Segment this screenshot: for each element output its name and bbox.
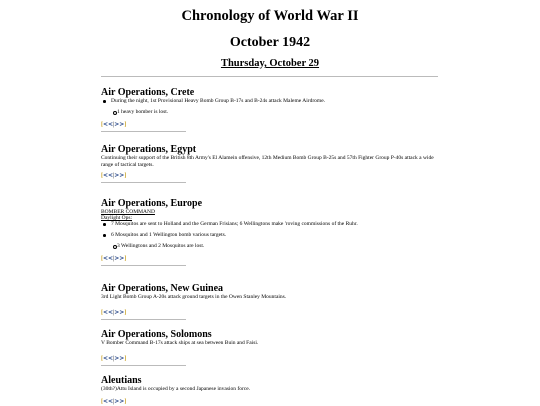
next-link-icon[interactable]: >> <box>114 355 125 362</box>
nav-bracket: [ <box>101 256 103 262</box>
nav-bracket: ] <box>124 256 127 262</box>
prev-link-icon[interactable]: << <box>103 398 114 405</box>
top-divider <box>101 76 438 77</box>
bullet-dot-icon <box>103 100 106 103</box>
list-item <box>101 243 441 250</box>
section-title: Air Operations, Solomons <box>101 329 212 340</box>
prev-link-icon[interactable]: << <box>103 355 114 362</box>
next-link-icon[interactable]: >> <box>114 172 125 179</box>
list-item <box>101 109 441 116</box>
nav-links <box>101 255 441 263</box>
prev-link-icon[interactable]: << <box>103 172 114 179</box>
section-text: 3rd Light Bomb Group A-20s attack ground targets in the Owen Stanley Mountains. <box>101 294 287 300</box>
section-egypt <box>101 144 441 183</box>
section-text: (30th?)Attu Island is occupied by a second Japanese invasion force. <box>101 386 251 392</box>
month-title: October 1942 <box>229 35 311 50</box>
nav-bracket: [ <box>101 173 103 179</box>
section-new-guinea <box>101 283 441 320</box>
bullet-dot-icon <box>103 234 106 237</box>
nav-bracket: ] <box>124 399 127 405</box>
nav-separator: | <box>113 122 115 128</box>
section-divider <box>101 131 186 132</box>
nav-links <box>101 355 441 363</box>
list-item-text: 7 Mosquitos are sent to Holland and the German Frisians; 6 Wellingtons make 'roving commissions of the Ruhr. <box>111 221 358 227</box>
prev-link-icon[interactable]: << <box>103 309 114 316</box>
bullet-dot-icon <box>103 223 106 226</box>
section-divider <box>101 319 186 320</box>
next-link-icon[interactable]: >> <box>114 255 125 262</box>
bullet-circle-icon <box>113 245 117 249</box>
nav-separator: | <box>113 356 115 362</box>
next-link-icon[interactable]: >> <box>114 309 125 316</box>
nav-links <box>101 172 441 180</box>
subheading-daylight-ops: Daylight Ops: <box>101 215 133 221</box>
section-divider <box>101 265 186 266</box>
prev-link-icon[interactable]: << <box>103 255 114 262</box>
list-item-text: 3 Wellingtons and 2 Mosquitos are lost. <box>117 243 205 249</box>
subheading-bomber-command: BOMBER COMMAND <box>101 209 155 215</box>
page-title: Chronology of World War II <box>181 8 359 24</box>
section-divider <box>101 365 186 366</box>
section-europe <box>101 198 441 266</box>
nav-separator: | <box>113 173 115 179</box>
section-crete <box>101 87 441 132</box>
section-title: Air Operations, Europe <box>101 198 203 209</box>
list-item-text: During the night, 1st Provisional Heavy Bomb Group B-17s and B-24s attack Maleme Airdrome. <box>111 98 326 104</box>
list-item <box>101 98 441 105</box>
section-divider <box>101 182 186 183</box>
list-item-text: 1 heavy bomber is lost. <box>117 109 169 115</box>
list-item-text: 6 Mosquitos and 1 Wellington bomb various targets. <box>111 232 227 238</box>
nav-bracket: ] <box>124 122 127 128</box>
section-title: Air Operations, New Guinea <box>101 283 224 294</box>
nav-bracket: [ <box>101 122 103 128</box>
next-link-icon[interactable]: >> <box>114 398 125 405</box>
section-solomons <box>101 329 441 366</box>
nav-bracket: [ <box>101 310 103 316</box>
section-title: Air Operations, Crete <box>101 87 195 98</box>
nav-bracket: ] <box>124 356 127 362</box>
nav-links <box>101 309 441 317</box>
list-item <box>101 232 441 239</box>
nav-bracket: ] <box>124 310 127 316</box>
section-aleutians <box>101 375 441 406</box>
section-text: Continuing their support of the British 8th Army's El Alamein offensive, 12th Medium Bomb Group B-25s and 57th Fighter Group P-40s attack a wide range of tactical targets. <box>101 155 434 168</box>
nav-separator: | <box>113 310 115 316</box>
nav-bracket: ] <box>124 173 127 179</box>
date-heading: Thursday, October 29 <box>220 58 320 69</box>
next-link-icon[interactable]: >> <box>114 121 125 128</box>
section-title: Aleutians <box>101 375 142 386</box>
bullet-list <box>101 98 441 116</box>
list-item <box>101 221 441 228</box>
nav-separator: | <box>113 399 115 405</box>
section-title: Air Operations, Egypt <box>101 144 197 155</box>
prev-link-icon[interactable]: << <box>103 121 114 128</box>
nav-bracket: [ <box>101 356 103 362</box>
nav-links <box>101 121 441 129</box>
bullet-circle-icon <box>113 111 117 115</box>
bullet-list <box>101 221 441 250</box>
nav-separator: | <box>113 256 115 262</box>
nav-bracket: [ <box>101 399 103 405</box>
section-text: V Bomber Command B-17s attack ships at sea between Buin and Faisi. <box>101 340 259 346</box>
